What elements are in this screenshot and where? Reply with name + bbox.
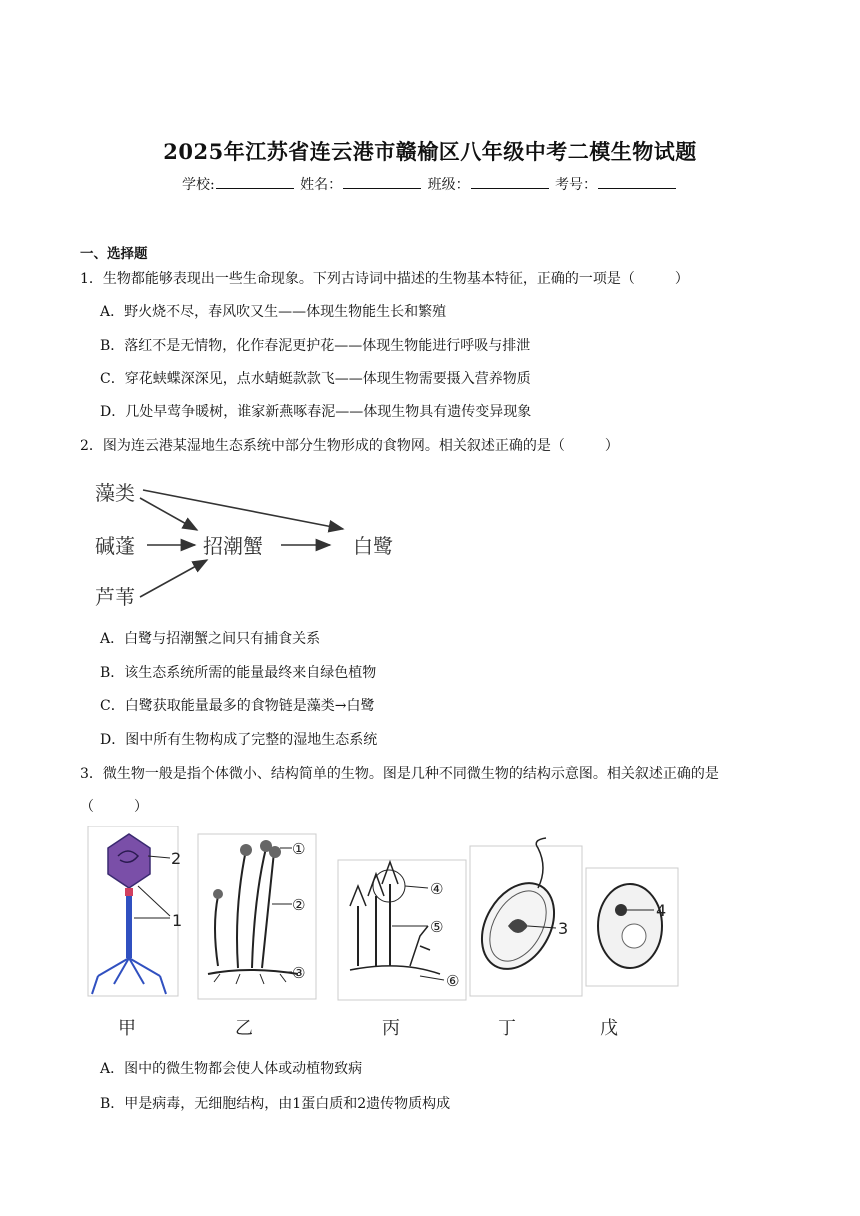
question-2-stem (80, 435, 619, 457)
food-web-egret: 白鹭 (353, 534, 393, 558)
question-2-option-b: B．该生态系统所需的能量最终来自绿色植物 (100, 665, 377, 681)
exam-number-blank[interactable] (598, 175, 676, 189)
mold-label-2: ② (292, 896, 306, 914)
yeast-illustration (586, 868, 678, 986)
penicillium-label-5: ⑤ (430, 918, 444, 936)
name-label: 姓名： (300, 177, 343, 193)
food-web-crab: 招潮蟹 (203, 534, 263, 558)
penicillium-illustration (338, 860, 466, 1000)
food-web-algae: 藻类 (95, 481, 135, 505)
caption-bing: 丙 (382, 1018, 400, 1039)
caption-yi: 乙 (235, 1018, 253, 1039)
bacterium-label-3: 3 (558, 919, 569, 938)
class-blank[interactable] (471, 175, 549, 189)
question-3-option-a: A．图中的微生物都会使人体或动植物致病 (100, 1061, 363, 1077)
exam-number-label: 考号： (555, 177, 598, 193)
virus-illustration (88, 826, 182, 996)
name-blank[interactable] (343, 175, 421, 189)
food-web-saltweed: 碱蓬 (95, 534, 135, 558)
question-1-option-c: C．穿花蛱蝶深深见，点水蜻蜓款款飞——体现生物需要摄入营养物质 (100, 371, 531, 387)
question-1-option-b: B．落红不是无情物，化作春泥更护花——体现生物能进行呼吸与排泄 (100, 338, 531, 354)
question-3-stem: 3．微生物一般是指个体微小、结构简单的生物。图是几种不同微生物的结构示意图。相关叙述正确的是 (80, 766, 719, 782)
student-info-line (0, 174, 860, 194)
question-1-text: 1．生物都能够表现出一些生命现象。下列古诗词中描述的生物基本特征，正确的一项是（ (80, 271, 635, 287)
mold-label-3: ③ (292, 964, 306, 982)
section-heading: 一、选择题 (80, 246, 148, 262)
virus-label-1: 1 (172, 911, 183, 930)
page-title: 2025年江苏省连云港市赣榆区八年级中考二模生物试题 (163, 139, 697, 164)
question-1-paren-close: ） (674, 271, 689, 287)
school-label: 学校: (181, 177, 215, 193)
question-2-text: 2．图为连云港某湿地生态系统中部分生物形成的食物网。相关叙述正确的是（ (80, 438, 565, 454)
caption-ding: 丁 (498, 1018, 516, 1039)
question-2-option-d: D．图中所有生物构成了完整的湿地生态系统 (100, 732, 378, 748)
class-label: 班级： (427, 177, 470, 193)
question-2-option-a: A．白鹭与招潮蟹之间只有捕食关系 (100, 631, 321, 647)
school-blank[interactable] (216, 175, 294, 189)
question-1-option-a: A．野火烧不尽，春风吹又生——体现生物能生长和繁殖 (100, 304, 447, 320)
question-1-option-d: D．几处早莺争暖树，谁家新燕啄春泥——体现生物具有遗传变异现象 (100, 404, 532, 420)
mold-label-1: ① (292, 840, 306, 858)
microorganism-figure (80, 826, 690, 1044)
penicillium-label-4: ④ (430, 880, 444, 898)
arrow-algae-crab (140, 498, 197, 530)
question-3-paren: （ ） (80, 799, 148, 815)
question-3-option-b: B．甲是病毒，无细胞结构，由1蛋白质和2遗传物质构成 (100, 1096, 451, 1112)
penicillium-label-6: ⑥ (446, 972, 460, 990)
bacterium-illustration (467, 838, 582, 996)
yeast-label-4: 4 (656, 901, 667, 920)
food-web-reed: 芦苇 (95, 585, 135, 609)
question-2-paren-close: ） (604, 438, 619, 454)
caption-jia: 甲 (118, 1018, 136, 1039)
arrow-algae-egret (143, 490, 343, 529)
virus-label-2: 2 (171, 849, 182, 868)
food-web-diagram (85, 472, 415, 612)
question-2-option-c: C．白鹭获取能量最多的食物链是藻类→白鹭 (100, 698, 375, 714)
mold-illustration (198, 834, 316, 999)
question-1-stem (80, 268, 689, 290)
arrow-reed-crab (140, 560, 207, 597)
caption-wu: 戊 (600, 1018, 618, 1039)
